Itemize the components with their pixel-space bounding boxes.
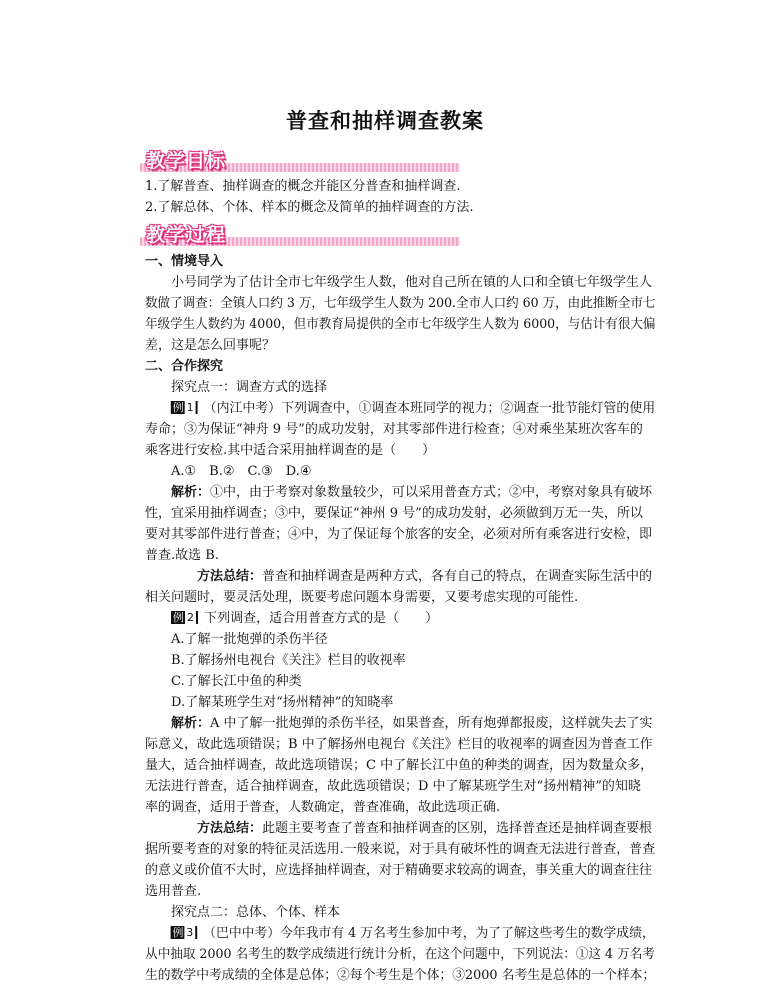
coop-heading: 二、合作探究 bbox=[145, 359, 224, 374]
example-1-summary: 相关问题时，要灵活处理，既要考虑问题本身需要，又要考虑实现的可能性. bbox=[145, 590, 579, 605]
page-title: 普查和抽样调查教案 bbox=[286, 108, 484, 133]
example-3-line: 生的数学中考成绩的全体是总体；②每个考生是个体；③2000 名考生是总体的一个样本； bbox=[145, 968, 656, 983]
example-2-summary: 的意义或价值不大时，应选择抽样调查，对于精确要求较高的调查，事关重大的调查往往 bbox=[145, 863, 653, 878]
example-2-summary: 据所要考查的对象的特征灵活选用.一般来说，对于具有破坏性的调查无法进行普查，普查 bbox=[145, 842, 656, 857]
example-2-analysis: 量大，适合抽样调查，故此选项错误；C 中了解长江中鱼的种类的调查，因为数量众多， bbox=[145, 758, 654, 773]
intro-heading: 一、情境导入 bbox=[145, 254, 224, 269]
intro-line: 数做了调查：全镇人口约 3 万，七年级学生人数为 200.全市人口约 60 万，由此推断全市七 bbox=[145, 296, 656, 311]
example-badge: 例 3 bbox=[171, 926, 198, 939]
example-3-line: 例 3 （巴中中考）今年我市有 4 万名考生参加中考，为了了解这些考生的数学成绩， bbox=[172, 926, 655, 941]
example-2-analysis: 际意义，故此选项错误；B 中了解扬州电视台《关注》栏目的收视率的调查因为普查工作 bbox=[145, 737, 653, 752]
example-2-analysis: 解析：A 中了解一批炮弹的杀伤半径，如果普查，所有炮弹都报废，这样就失去了实 bbox=[171, 716, 653, 731]
example-2-option: A.了解一批炮弹的杀伤半径 bbox=[171, 632, 328, 647]
example-2-summary: 方法总结：此题主要考查了普查和抽样调查的区别，选择普查还是抽样调查要根 bbox=[197, 821, 653, 836]
section-banner-goals bbox=[140, 150, 460, 174]
example-2-line: 例 2 下列调查，适合用普查方式的是（ ） bbox=[173, 611, 439, 626]
example-1-options: A.① B.② C.③ D.④ bbox=[171, 464, 312, 479]
example-1-analysis: 解析：①中，由于考察对象数量较少，可以采用普查方式；②中，考察对象具有破坏 bbox=[171, 485, 653, 500]
example-2-summary: 选用普查. bbox=[145, 884, 202, 899]
example-1-analysis: 性，宜采用抽样调查；③中，要保证“神州 9 号”的成功发射，必须做到万无一失，所以 bbox=[145, 506, 643, 521]
example-badge: 例 1 bbox=[171, 401, 198, 414]
example-2-analysis: 无法进行普查，适合抽样调查，故此选项错误；D 中了解某班学生对“扬州精神”的知晓 bbox=[145, 779, 641, 794]
goal-item: 1.了解普查、抽样调查的概念并能区分普查和抽样调查. bbox=[145, 179, 461, 194]
section-title-goals: 教学目标 bbox=[146, 150, 227, 172]
example-2-option: B.了解扬州电视台《关注》栏目的收视率 bbox=[171, 653, 406, 668]
example-1-line: 寿命；③为保证“神舟 9 号”的成功发射，对其零部件进行检查；④对乘坐某班次客车的 bbox=[145, 422, 643, 437]
example-2-analysis: 率的调查，适用于普查，人数确定，普查准确，故此选项正确. bbox=[145, 800, 501, 815]
section-banner-process bbox=[140, 224, 460, 248]
section-title-process: 教学过程 bbox=[146, 224, 227, 246]
example-1-line: 例 1 （内江中考）下列调查中，①调查本班同学的视力；②调查一批节能灯管的使用 bbox=[172, 401, 656, 416]
example-badge: 例 2 bbox=[171, 611, 198, 624]
example-2-option: C.了解长江中鱼的种类 bbox=[171, 674, 302, 689]
intro-line: 差，这是怎么回事呢？ bbox=[145, 338, 276, 353]
example-1-line: 乘客进行安检.其中适合采用抽样调查的是（ ） bbox=[145, 443, 436, 458]
intro-line: 年级学生人数约为 4000，但市教育局提供的全市七年级学生人数为 6000，与估计有很大偏 bbox=[145, 317, 656, 332]
goal-item: 2.了解总体、个体、样本的概念及简单的抽样调查的方法. bbox=[145, 200, 474, 215]
example-1-analysis: 要对其零部件进行普查；④中，为了保证每个旅客的安全，必须对所有乘客进行安检，即 bbox=[145, 527, 653, 542]
example-1-summary: 方法总结：普查和抽样调查是两种方式，各有自己的特点，在调查实际生活中的 bbox=[197, 569, 653, 584]
point2-heading: 探究点二：总体、个体、样本 bbox=[171, 905, 341, 920]
point1-heading: 探究点一：调查方式的选择 bbox=[171, 380, 328, 395]
example-2-option: D.了解某班学生对“扬州精神”的知晓率 bbox=[171, 695, 394, 710]
example-1-analysis: 普查.故选 B. bbox=[145, 548, 219, 563]
intro-line: 小号同学为了估计全市七年级学生人数，他对自己所在镇的人口和全镇七年级学生人 bbox=[171, 275, 653, 290]
example-3-line: 从中抽取 2000 名考生的数学成绩进行统计分析，在这个问题中，下列说法：①这 4 万名考 bbox=[145, 947, 655, 962]
